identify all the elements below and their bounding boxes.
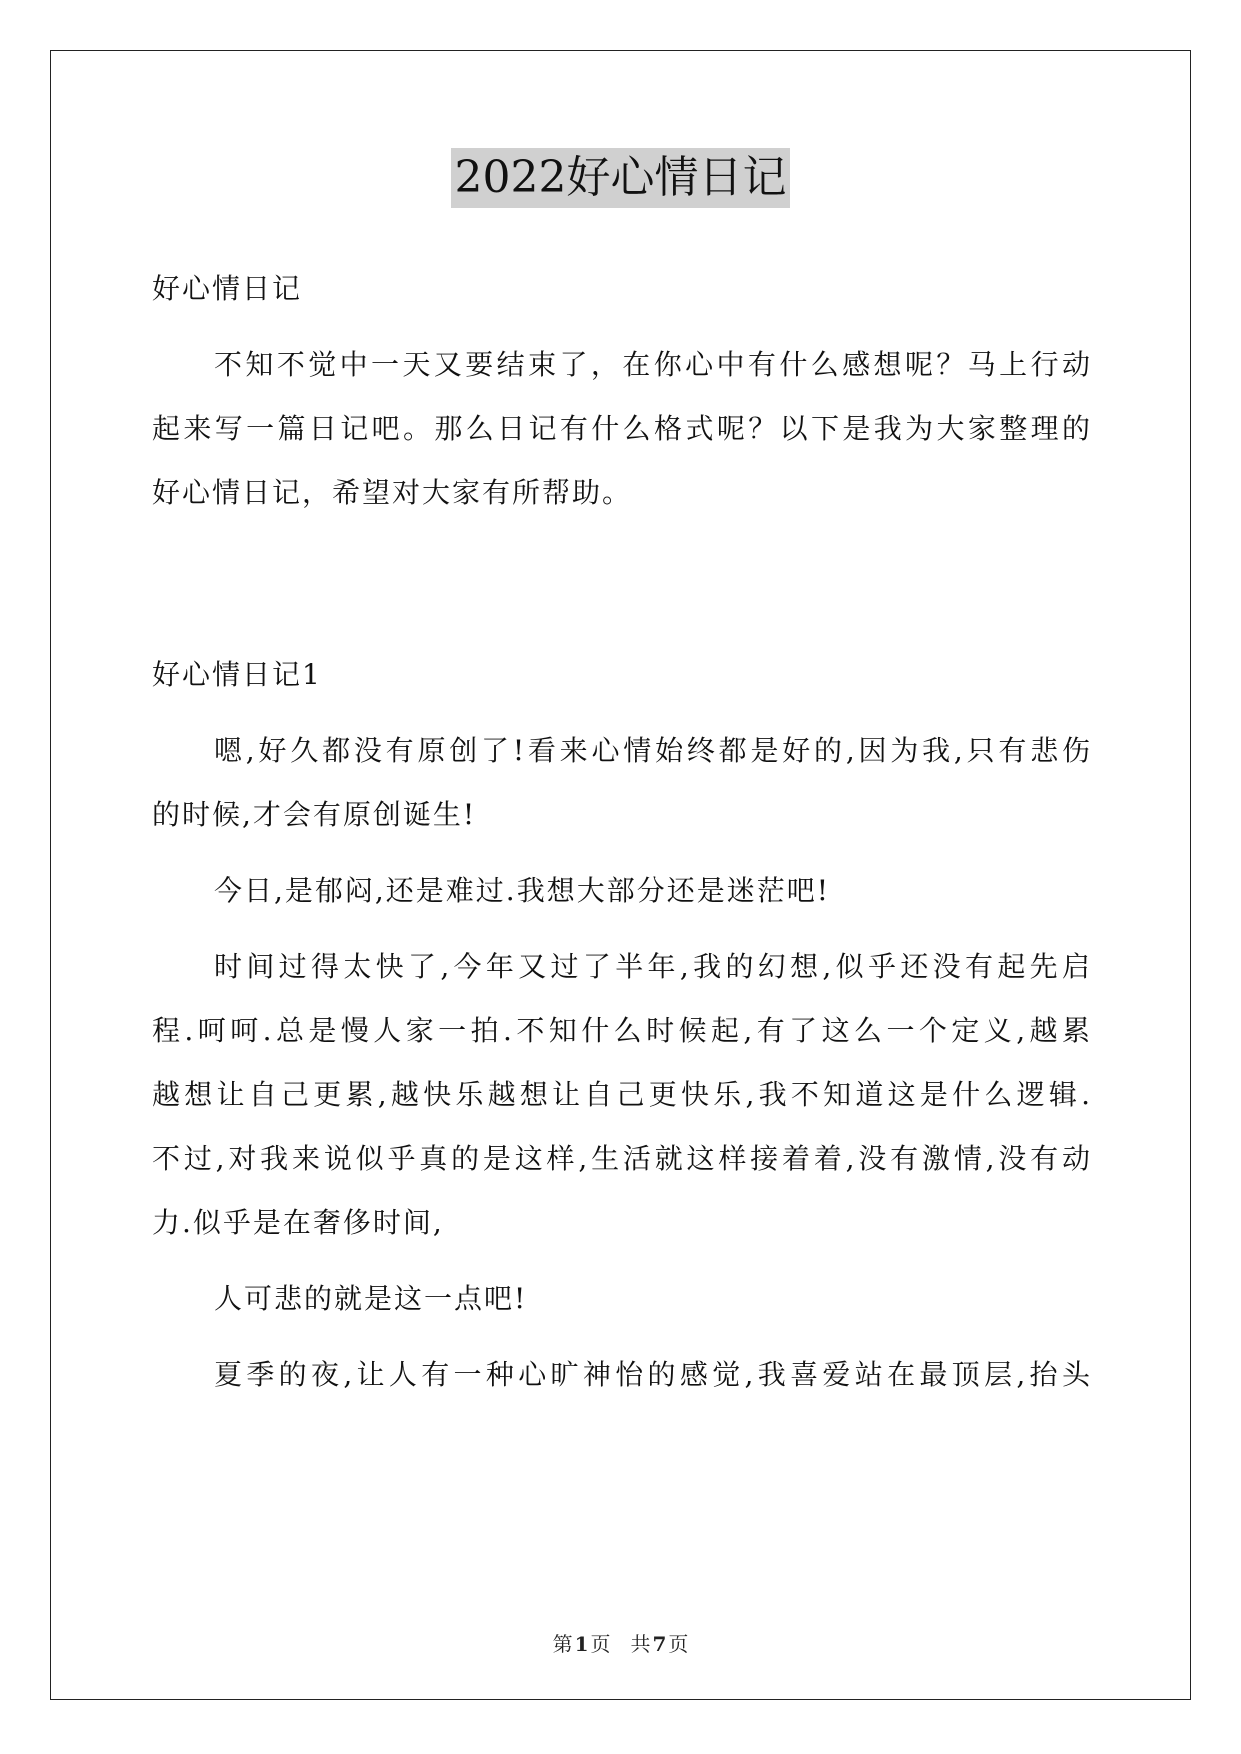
paragraph-line: 越想让自己更累,越快乐越想让自己更快乐,我不知道这是什么逻辑.	[152, 1078, 1092, 1111]
section-heading: 好心情日记1	[152, 658, 322, 691]
paragraph-line: 夏季的夜,让人有一种心旷神怡的感觉,我喜爱站在最顶层,抬头	[214, 1358, 1092, 1391]
paragraph-line: 嗯,好久都没有原创了!看来心情始终都是好的,因为我,只有悲伤	[214, 734, 1092, 767]
paragraph-line: 力.似乎是在奢侈时间,	[152, 1206, 444, 1239]
spacer	[152, 321, 1092, 333]
footer-page-current: 1	[574, 1632, 589, 1656]
footer-page-total: 7	[652, 1632, 667, 1656]
footer-mid: 页 共	[590, 1632, 651, 1656]
subtitle: 好心情日记	[152, 272, 303, 305]
intro-line: 不知不觉中一天又要结束了，在你心中有什么感想呢？马上行动	[214, 348, 1092, 381]
paragraph-line: 今日,是郁闷,还是难过.我想大部分还是迷茫吧!	[214, 874, 830, 907]
spacer	[152, 1331, 1092, 1343]
intro-line: 好心情日记，希望对大家有所帮助。	[152, 476, 633, 509]
spacer	[152, 525, 1092, 643]
document-body	[152, 257, 1092, 1407]
page-footer	[0, 1628, 1241, 1657]
spacer	[152, 923, 1092, 935]
page-title: 2022好心情日记	[451, 148, 791, 208]
footer-suffix: 页	[668, 1632, 689, 1656]
paragraph-line: 人可悲的就是这一点吧!	[214, 1282, 528, 1315]
spacer	[152, 707, 1092, 719]
paragraph-line: 的时候,才会有原创诞生!	[152, 798, 477, 831]
spacer	[152, 847, 1092, 859]
paragraph-line: 时间过得太快了,今年又过了半年,我的幻想,似乎还没有起先启	[214, 950, 1092, 983]
intro-line: 起来写一篇日记吧。那么日记有什么格式呢？以下是我为大家整理的	[152, 412, 1092, 445]
spacer	[152, 1255, 1092, 1267]
page-title-wrap	[0, 148, 1241, 208]
footer-prefix: 第	[552, 1632, 573, 1656]
paragraph-line: 程.呵呵.总是慢人家一拍.不知什么时候起,有了这么一个定义,越累	[152, 1014, 1092, 1047]
paragraph-line: 不过,对我来说似乎真的是这样,生活就这样接着着,没有激情,没有动	[152, 1142, 1092, 1175]
